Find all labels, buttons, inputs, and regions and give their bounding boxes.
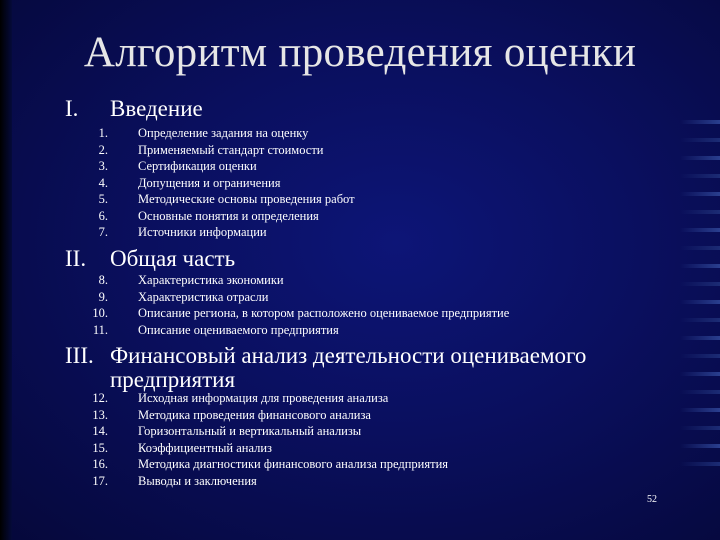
stripe [680, 462, 720, 466]
item-text: Применяемый стандарт стоимости [138, 142, 324, 157]
stripe [680, 120, 720, 124]
stripe [680, 138, 720, 142]
stripe [680, 210, 720, 214]
item-number: 6. [98, 208, 108, 223]
item-text: Методика проведения финансового анализа [138, 407, 371, 422]
item-text: Допущения и ограничения [138, 175, 281, 190]
item-text: Исходная информация для проведения анализа [138, 391, 389, 405]
item-number: 12. [92, 391, 108, 405]
item-number: 4. [98, 175, 108, 190]
stripe [680, 192, 720, 196]
item-number: 10. [92, 306, 108, 320]
stripe [680, 372, 720, 376]
section-title-line: предприятия [110, 367, 236, 392]
page-number: 52 [647, 494, 657, 505]
stripe [680, 156, 720, 160]
item-number: 11. [92, 322, 108, 337]
item-number: 14. [92, 424, 108, 438]
stripe [680, 444, 720, 448]
item-number: 13. [92, 407, 108, 422]
stripe [680, 282, 720, 286]
item-text: Методика диагностики финансового анализа предприятия [138, 457, 449, 471]
item-number: 9. [98, 289, 108, 304]
stripe [680, 336, 720, 340]
item-text: Горизонтальный и вертикальный анализы [138, 424, 362, 438]
item-number: 2. [98, 142, 108, 157]
stripe [680, 174, 720, 178]
item-text: Сертификация оценки [138, 159, 257, 173]
stripe [680, 300, 720, 304]
stripe [680, 426, 720, 430]
item-number: 17. [92, 473, 108, 488]
section-title: Введение [110, 96, 203, 121]
stripe [680, 354, 720, 358]
right-decorative-stripes [680, 120, 720, 480]
item-number: 16. [92, 457, 108, 471]
section-number: III. [65, 343, 94, 368]
item-text: Характеристика отрасли [138, 289, 269, 304]
stripe [680, 390, 720, 394]
item-text: Коэффициентный анализ [138, 440, 272, 455]
section-number: II. [65, 246, 87, 271]
item-number: 1. [98, 126, 108, 140]
section-title [110, 344, 650, 392]
stripe [680, 264, 720, 268]
item-text: Выводы и заключения [138, 473, 257, 488]
item-number: 7. [98, 225, 108, 239]
item-text: Характеристика экономики [138, 273, 284, 287]
stripe [680, 228, 720, 232]
item-text: Методические основы проведения работ [138, 192, 355, 206]
item-text: Источники информации [138, 225, 267, 239]
item-number: 8. [98, 273, 108, 287]
item-text: Описание оцениваемого предприятия [138, 322, 339, 337]
item-number: 15. [92, 440, 108, 455]
slide-title: Алгоритм проведения оценки [83, 29, 637, 76]
section-title: Общая часть [110, 246, 236, 271]
item-number: 3. [98, 159, 108, 173]
stripe [680, 408, 720, 412]
item-number: 5. [98, 192, 108, 206]
left-decorative-bar [0, 0, 12, 540]
stripe [680, 318, 720, 322]
item-text: Основные понятия и определения [138, 208, 319, 223]
stripe [680, 246, 720, 250]
section-title-line: Финансовый анализ деятельности оцениваемого [110, 343, 587, 368]
section-number: I. [65, 96, 79, 121]
item-text: Описание региона, в котором расположено оцениваемое предприятие [138, 306, 510, 320]
item-text: Определение задания на оценку [138, 126, 309, 140]
